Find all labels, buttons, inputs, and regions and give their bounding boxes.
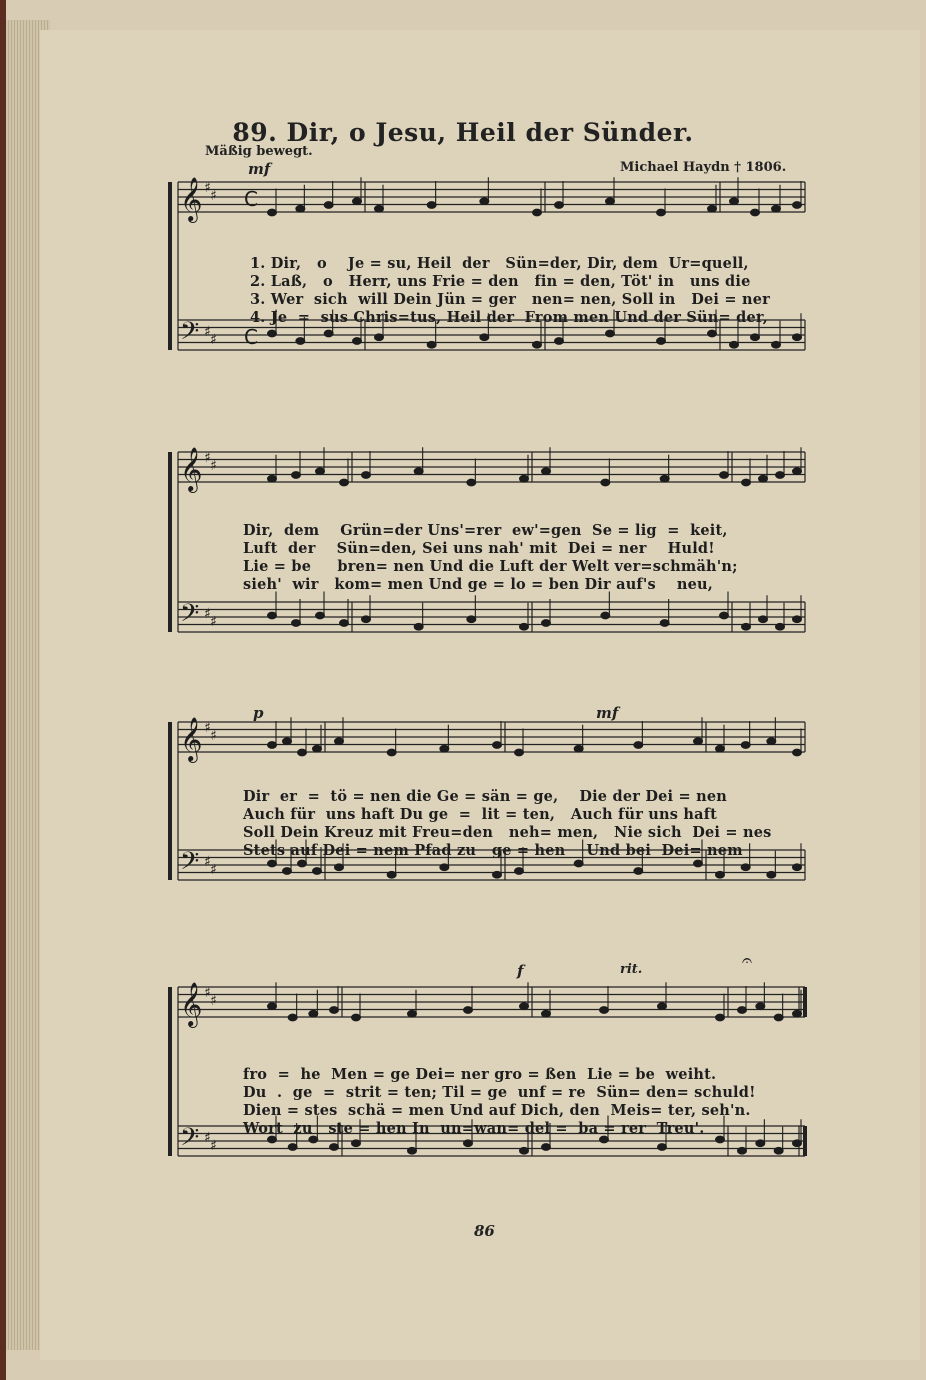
note-head (520, 1003, 529, 1010)
note-head (574, 860, 583, 867)
note-head (375, 334, 384, 341)
note-head (774, 1147, 783, 1154)
note-head (694, 738, 703, 745)
note-head (493, 742, 502, 749)
note-head (362, 472, 371, 479)
note-head (634, 742, 643, 749)
lyric-line: Luft der Sün=den, Sei uns nah' mit Dei = ner Huld! (243, 540, 715, 557)
note-head (741, 864, 750, 871)
dynamic-p: p (253, 704, 264, 722)
note-head (313, 868, 322, 875)
dynamic-mf-2: mf (596, 704, 619, 722)
note-head (268, 1003, 277, 1010)
note-head (480, 334, 489, 341)
composer-credit: Michael Haydn † 1806. (620, 160, 787, 175)
note-head (738, 1147, 747, 1154)
note-head (601, 612, 610, 619)
note-head (268, 612, 277, 619)
note-head (751, 334, 760, 341)
lyric-line: Auch für uns haft Du ge = lit = ten, Auch für uns haft (243, 806, 718, 823)
note-head (268, 742, 277, 749)
lyric-line: 4. Je = sus Chris=tus, Heil der From men Und der Sün= der, (250, 309, 768, 326)
note-head (720, 612, 729, 619)
note-head (542, 620, 551, 627)
note-head (793, 1140, 802, 1147)
note-head (716, 745, 725, 752)
note-head (340, 620, 349, 627)
note-head (756, 1140, 765, 1147)
fermata-icon: 𝄐 (742, 950, 753, 971)
note-head (330, 1144, 339, 1151)
note-head (774, 1014, 783, 1021)
note-head (793, 749, 802, 756)
bass-clef-icon: 𝄢 (180, 1123, 200, 1158)
note-head (606, 198, 615, 205)
note-head (353, 338, 362, 345)
note-head (708, 330, 717, 337)
note-head (288, 1144, 297, 1151)
note-head (716, 1014, 725, 1021)
note-head (480, 198, 489, 205)
note-head (292, 472, 301, 479)
note-head (283, 868, 292, 875)
note-head (601, 479, 610, 486)
note-head (515, 868, 524, 875)
lyric-line: Soll Dein Kreuz mit Freu=den neh= men, Nie sich Dei = nes (243, 824, 772, 841)
sharp-icon: ♯ (204, 1130, 211, 1146)
note-head (467, 479, 476, 486)
sharp-icon: ♯ (204, 606, 211, 622)
treble-clef-icon: 𝄞 (180, 982, 203, 1026)
sharp-icon: ♯ (210, 862, 217, 878)
note-head (427, 202, 436, 209)
note-head (708, 205, 717, 212)
note-head (464, 1140, 473, 1147)
note-head (793, 334, 802, 341)
note-head (555, 202, 564, 209)
note-head (658, 1144, 667, 1151)
note-head (542, 1010, 551, 1017)
dynamic-f: f (517, 962, 524, 980)
note-head (493, 871, 502, 878)
note-head (296, 338, 305, 345)
sharp-icon: ♯ (210, 993, 217, 1009)
sharp-icon: ♯ (210, 614, 217, 630)
note-head (316, 612, 325, 619)
note-head (776, 472, 785, 479)
note-head (330, 1007, 339, 1014)
lyric-line: 2. Laß, o Herr, uns Frie = den fin = den, Töt' in uns die (250, 273, 751, 290)
note-head (716, 871, 725, 878)
sharp-icon: ♯ (204, 450, 211, 466)
note-head (793, 616, 802, 623)
note-head (660, 475, 669, 482)
tempo-marking: Mäßig bewegt. (205, 144, 313, 159)
note-head (793, 468, 802, 475)
note-head (574, 745, 583, 752)
note-head (606, 330, 615, 337)
note-head (759, 616, 768, 623)
note-head (600, 1007, 609, 1014)
sharp-icon: ♯ (204, 324, 211, 340)
bass-clef-icon: 𝄢 (180, 847, 200, 882)
note-head (292, 620, 301, 627)
lyric-line: fro = he Men = ge Dei= ner gro = ßen Lie = be weiht. (243, 1066, 717, 1083)
note-head (542, 468, 551, 475)
note-head (296, 205, 305, 212)
lyric-line: 3. Wer sich will Dein Jün = ger nen= nen, Soll in Dei = ner (250, 291, 770, 308)
note-head (657, 338, 666, 345)
note-head (759, 475, 768, 482)
note-head (657, 209, 666, 216)
note-head (776, 623, 785, 630)
note-head (375, 205, 384, 212)
note-head (440, 864, 449, 871)
note-head (352, 1014, 361, 1021)
note-head (730, 198, 739, 205)
common-time-icon: C (244, 187, 258, 211)
lyric-line: Dir er = tö = nen die Ge = sän = ge, Die der Dei = nen (243, 788, 727, 805)
note-head (467, 616, 476, 623)
dynamic-mf-1: mf (248, 160, 271, 178)
note-head (694, 860, 703, 867)
sharp-icon: ♯ (210, 332, 217, 348)
note-head (316, 468, 325, 475)
note-head (335, 738, 344, 745)
note-head (313, 745, 322, 752)
treble-clef-icon: 𝄞 (180, 447, 203, 491)
note-head (309, 1010, 318, 1017)
ritardando-marking: rit. (620, 962, 643, 977)
note-head (324, 202, 333, 209)
note-head (600, 1136, 609, 1143)
note-head (298, 749, 307, 756)
note-head (335, 864, 344, 871)
note-head (716, 1136, 725, 1143)
note-head (767, 738, 776, 745)
note-head (352, 1140, 361, 1147)
lyric-line: Dir, dem Grün=der Uns'=rer ew'=gen Se = lig = keit, (243, 522, 728, 539)
note-head (738, 1007, 747, 1014)
note-head (362, 616, 371, 623)
common-time-icon: C (244, 325, 258, 349)
note-head (268, 1136, 277, 1143)
lyric-line: Stets auf Dei = nem Pfad zu ge = hen Und bei Dei= nem (243, 842, 743, 859)
note-head (756, 1003, 765, 1010)
note-head (283, 738, 292, 745)
note-head (793, 202, 802, 209)
note-head (324, 330, 333, 337)
bass-clef-icon: 𝄢 (180, 599, 200, 634)
note-head (730, 341, 739, 348)
note-head (387, 871, 396, 878)
note-head (772, 341, 781, 348)
note-head (660, 620, 669, 627)
note-head (427, 341, 436, 348)
sharp-icon: ♯ (204, 180, 211, 196)
note-head (268, 860, 277, 867)
sharp-icon: ♯ (204, 854, 211, 870)
note-head (288, 1014, 297, 1021)
note-head (520, 623, 529, 630)
note-head (268, 209, 277, 216)
lyric-line: Wort zu ste = hen In un=wan= del = ba = rer Treu'. (243, 1120, 705, 1137)
sharp-icon: ♯ (210, 458, 217, 474)
lyric-line: Du . ge = strit = ten; Til = ge unf = re Sün= den= schuld! (243, 1084, 756, 1101)
note-head (268, 330, 277, 337)
note-head (414, 623, 423, 630)
note-head (533, 209, 542, 216)
note-head (793, 1010, 802, 1017)
note-head (742, 479, 751, 486)
note-head (772, 205, 781, 212)
note-head (414, 468, 423, 475)
treble-clef-icon: 𝄞 (180, 717, 203, 761)
note-head (720, 472, 729, 479)
note-head (515, 749, 524, 756)
sharp-icon: ♯ (210, 1138, 217, 1154)
note-head (268, 475, 277, 482)
note-head (533, 341, 542, 348)
bass-clef-icon: 𝄢 (180, 317, 200, 352)
hymn-title: 89. Dir, o Jesu, Heil der Sünder. (232, 118, 694, 147)
note-head (555, 338, 564, 345)
note-head (353, 198, 362, 205)
sharp-icon: ♯ (210, 728, 217, 744)
note-head (309, 1136, 318, 1143)
note-head (440, 745, 449, 752)
note-head (658, 1003, 667, 1010)
note-head (520, 1147, 529, 1154)
lyric-line: Lie = be bren= nen Und die Luft der Welt ver=schmäh'n; (243, 558, 738, 575)
note-head (767, 871, 776, 878)
note-head (793, 864, 802, 871)
note-head (298, 860, 307, 867)
note-head (408, 1010, 417, 1017)
note-head (542, 1144, 551, 1151)
note-head (634, 868, 643, 875)
sharp-icon: ♯ (210, 188, 217, 204)
treble-clef-icon: 𝄞 (180, 177, 203, 221)
lyric-line: 1. Dir, o Je = su, Heil der Sün=der, Dir, dem Ur=quell, (250, 255, 749, 272)
lyric-line: sieh' wir kom= men Und ge = lo = ben Dir auf's neu, (243, 576, 714, 593)
note-head (387, 749, 396, 756)
note-head (742, 623, 751, 630)
lyric-line: Dien = stes schä = men Und auf Dich, den Meis= ter, seh'n. (243, 1102, 751, 1119)
note-head (751, 209, 760, 216)
note-head (464, 1007, 473, 1014)
page-number: 86 (474, 1222, 495, 1240)
note-head (520, 475, 529, 482)
note-head (741, 742, 750, 749)
note-head (408, 1147, 417, 1154)
sharp-icon: ♯ (204, 985, 211, 1001)
note-head (340, 479, 349, 486)
sharp-icon: ♯ (204, 720, 211, 736)
